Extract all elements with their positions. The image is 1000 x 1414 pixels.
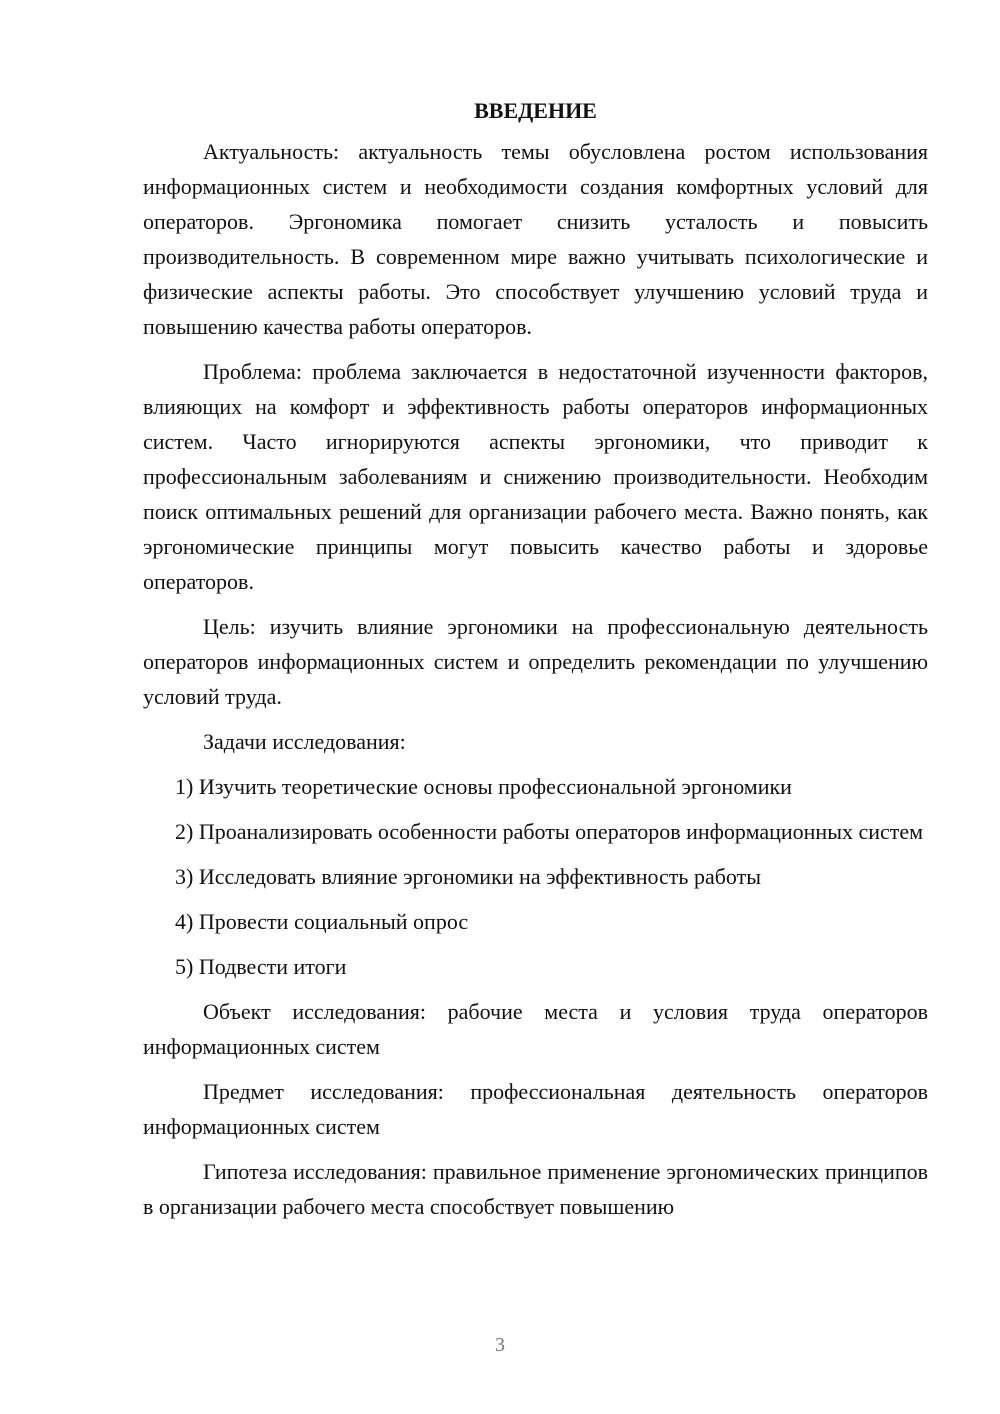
section-heading: ВВЕДЕНИЕ: [474, 98, 597, 123]
hypothesis-paragraph: Гипотеза исследования: правильное применение эргономических принципов в организации рабочего места способствует повышению: [143, 1159, 928, 1219]
task-item: 4) Провести социальный опрос: [175, 909, 469, 934]
relevance-paragraph: Актуальность: актуальность темы обусловлена ростом использования информационных систем и необходимости создания комфортных условий для операторов. Эргономика помогает снизить усталость и повысить производительность. В современном мире важно учитывать психологические и физические аспекты работы. Это способствует улучшению условий труда и повышению качества работы операторов.: [143, 139, 928, 339]
page-number: 3: [495, 1334, 505, 1356]
research-object-paragraph: Объект исследования: рабочие места и условия труда операторов информационных систем: [143, 999, 928, 1059]
problem-paragraph: Проблема: проблема заключается в недостаточной изученности факторов, влияющих на комфорт и эффективность работы операторов информационных систем. Часто игнорируются аспекты эргономики, что приводит к профессиональным заболеваниям и снижению производительности. Необходим поиск оптимальных решений для организации рабочего места. Важно понять, как эргономические принципы могут повысить качество работы и здоровье операторов.: [143, 359, 928, 594]
task-item: 5) Подвести итоги: [175, 954, 347, 979]
task-item: 3) Исследовать влияние эргономики на эффективность работы: [175, 864, 762, 889]
task-item: 1) Изучить теоретические основы профессиональной эргономики: [175, 774, 792, 799]
research-subject-paragraph: Предмет исследования: профессиональная деятельность операторов информационных систем: [143, 1079, 928, 1139]
goal-paragraph: Цель: изучить влияние эргономики на профессиональную деятельность операторов информационных систем и определить рекомендации по улучшению условий труда.: [143, 614, 928, 709]
tasks-title: Задачи исследования:: [203, 729, 406, 754]
document-page: [143, 95, 928, 1234]
task-item: 2) Проанализировать особенности работы операторов информационных систем: [175, 819, 924, 844]
